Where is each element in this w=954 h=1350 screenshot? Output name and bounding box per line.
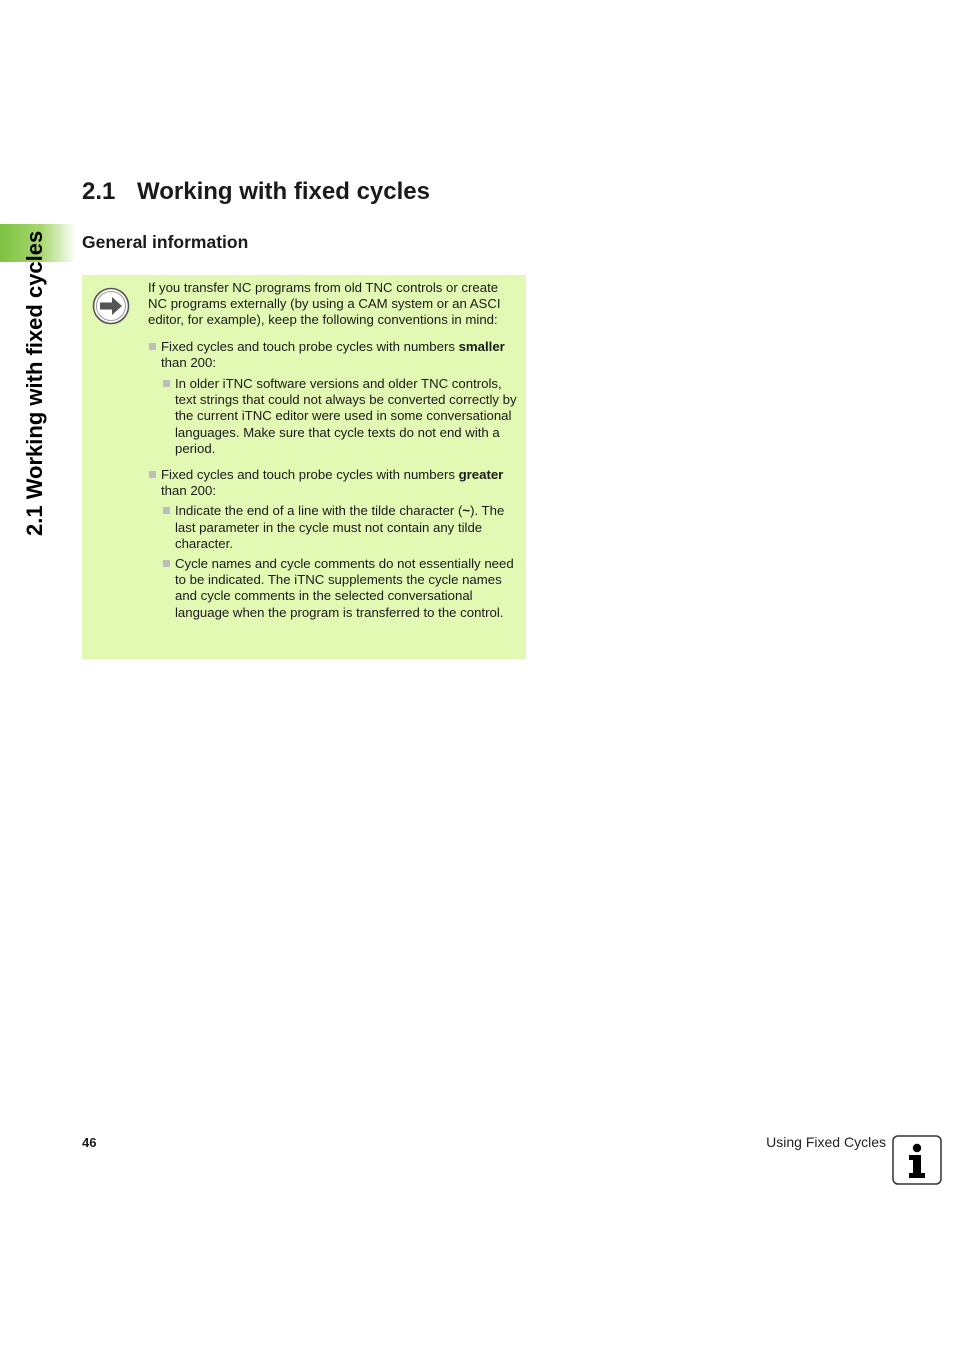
bullet-icon xyxy=(163,380,170,387)
list-subitem: In older iTNC software versions and older TNC controls, text strings that could not always be converted correctly by the current iTNC editor were used in some conversational languages. Make sure that cycle texts do not end with a period. xyxy=(148,376,520,457)
page-number: 46 xyxy=(82,1135,97,1150)
note-intro: If you transfer NC programs from old TNC controls or create NC programs externally (by using a CAM system or an ASCI editor, for example), keep the following conventions in mind: xyxy=(148,280,501,328)
list-item: Fixed cycles and touch probe cycles with numbers greater than 200: xyxy=(148,467,520,499)
side-tab-label: 2.1 Working with fixed cycles xyxy=(22,230,47,536)
list-subitem: Cycle names and cycle comments do not essentially need to be indicated. The iTNC supplements the cycle names and cycle comments in the selected conversational language when the program is transferred to the control. xyxy=(148,556,520,621)
bullet-icon xyxy=(163,560,170,567)
arrow-right-icon xyxy=(92,287,130,325)
footer-section-name: Using Fixed Cycles xyxy=(766,1134,886,1150)
bullet-icon xyxy=(149,471,156,478)
chapter-title xyxy=(82,176,430,208)
info-icon xyxy=(892,1135,942,1185)
bullet-icon xyxy=(149,343,156,350)
list-item: Fixed cycles and touch probe cycles with numbers smaller than 200: xyxy=(148,339,520,371)
section-title: General information xyxy=(82,232,249,252)
chapter-title-text: Working with fixed cycles xyxy=(137,178,430,205)
bullet-icon xyxy=(163,507,170,514)
chapter-number: 2.1 xyxy=(82,178,116,205)
list-subitem: Indicate the end of a line with the tilde character (~). The last parameter in the cycle must not contain any tilde character. xyxy=(148,503,520,552)
note-box xyxy=(82,275,526,659)
note-text xyxy=(148,280,520,621)
